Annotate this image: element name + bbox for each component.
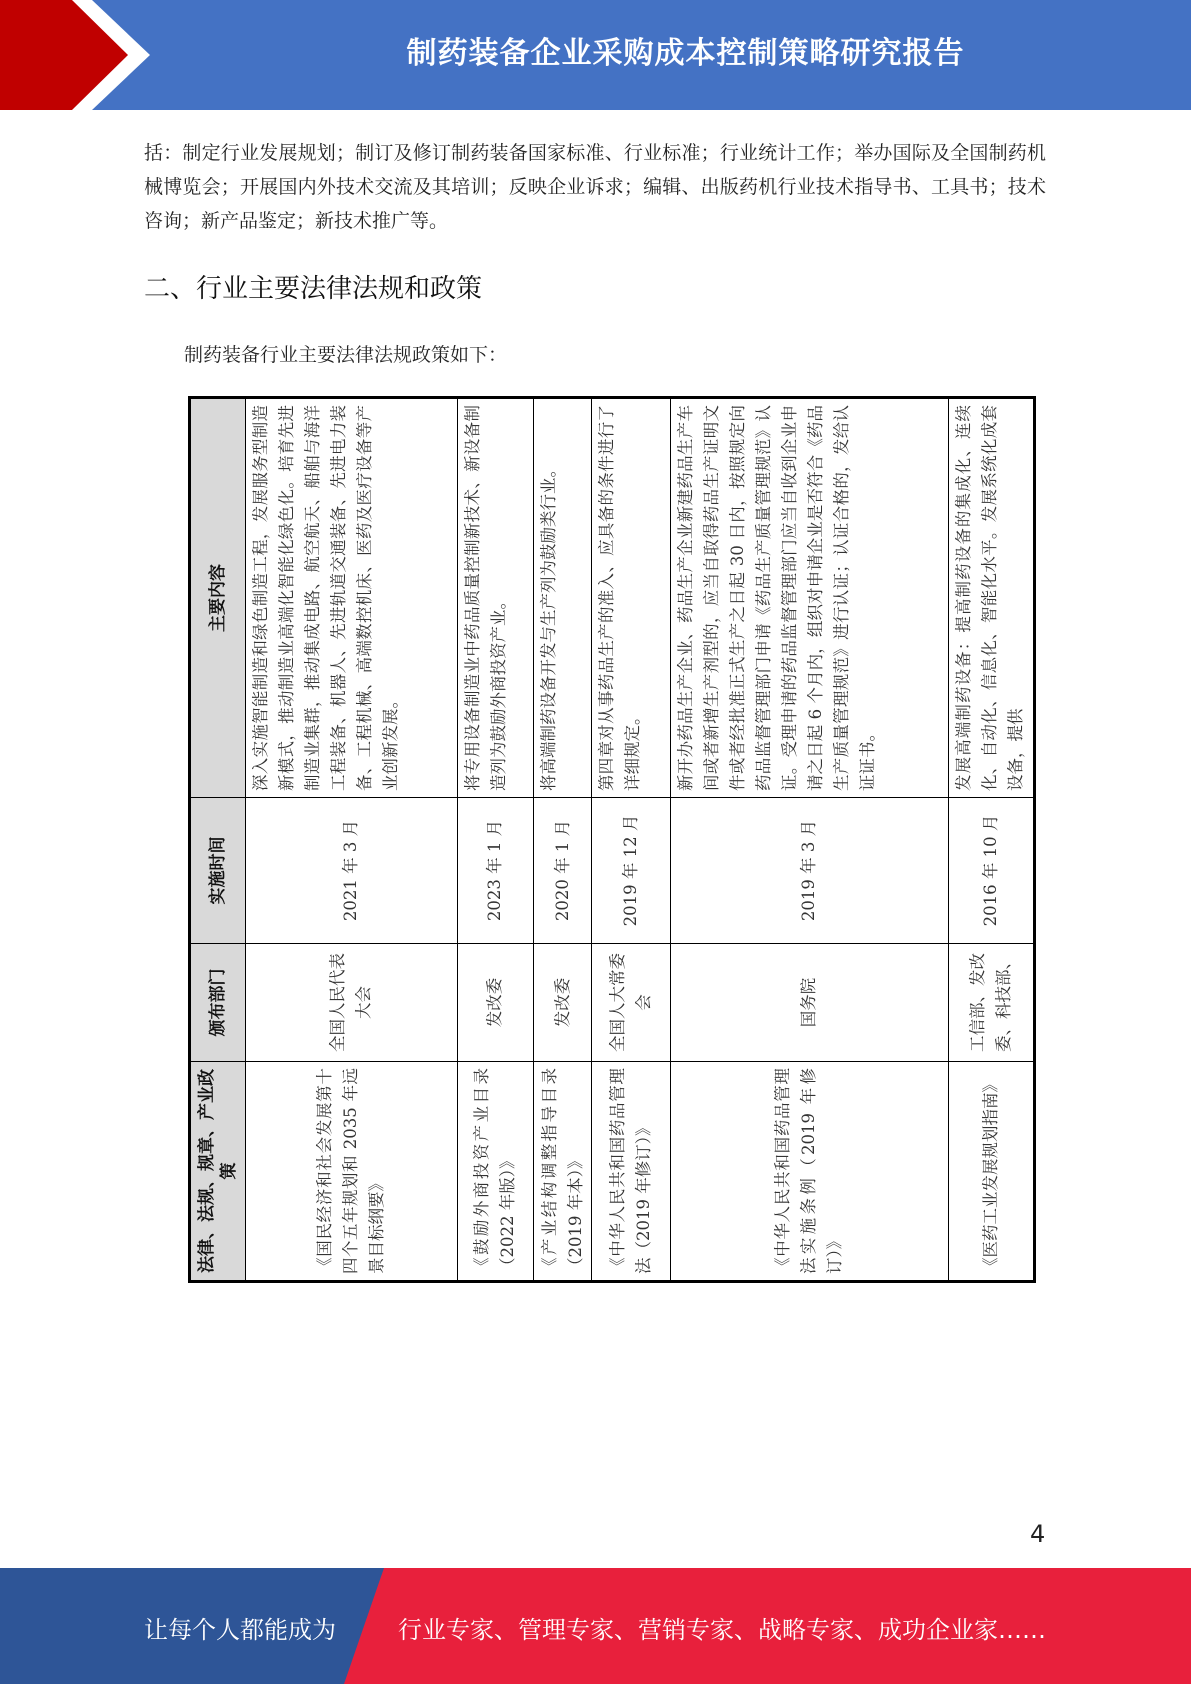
header-dept: 颁布部门 bbox=[190, 944, 246, 1062]
cell-date: 2019 年 12 月 bbox=[592, 798, 670, 944]
table-row bbox=[592, 398, 670, 1282]
cell-date: 2016 年 10 月 bbox=[948, 798, 1034, 944]
policy-table bbox=[188, 396, 1036, 1283]
table-row bbox=[670, 398, 948, 1282]
cell-law: 《产业结构调整指导目录（2019 年本）》 bbox=[533, 1062, 592, 1282]
cell-content: 深入实施智能制造和绿色制造工程，发展服务型制造新模式，推动制造业高端化智能化绿色化。培育先进制造业集群，推动集成电路、航空航天、船舶与海洋工程装备、机器人、先进轨道交通装备、先进电力装备、工程机械、高端数控机床、医药及医疗设备等产业创新发展。 bbox=[245, 398, 457, 798]
cell-date: 2023 年 1 月 bbox=[457, 798, 533, 944]
table-row bbox=[457, 398, 533, 1282]
cell-dept: 发改委 bbox=[533, 944, 592, 1062]
policy-table-frame bbox=[188, 399, 1036, 1283]
table-header-row bbox=[190, 398, 246, 1282]
paragraph-text: 括：制定行业发展规划；制订及修订制药装备国家标准、行业标准；行业统计工作；举办国际及全国制药机械博览会；开展国内外技术交流及其培训；反映企业诉求；编辑、出版药机行业技术指导书、工具书；技术咨询；新产品鉴定；新技术推广等。 bbox=[144, 142, 1046, 232]
cell-law: 《中华人民共和国药品管理法实施条例（2019 年修订）》 bbox=[670, 1062, 948, 1282]
report-title: 制药装备企业采购成本控制策略研究报告 bbox=[406, 36, 965, 71]
cell-law: 《中华人民共和国药品管理法（2019 年修订）》 bbox=[592, 1062, 670, 1282]
table-row bbox=[533, 398, 592, 1282]
cell-content: 将高端制药设备开发与生产列为鼓励类行业。 bbox=[533, 398, 592, 798]
section-heading: 二、行业主要法律法规和政策 bbox=[144, 274, 483, 304]
cell-date: 2020 年 1 月 bbox=[533, 798, 592, 944]
page-footer bbox=[0, 1568, 1191, 1684]
cell-content: 新开办药品生产企业、药品生产企业新建药品生产车间或者新增生产剂型的，应当自取得药品生产证明文件或者经批准正式生产之日起 30 日内，按照规定向药品监督管理部门申请《药品生产质量管理规范》认证。受理申请的药品监督管理部门应当自收到企业申请之日起 6 个月内，组织对申请企业是否符合《药品生产质量管理规范》进行认证；认证合格的，发给认证证书。 bbox=[670, 398, 948, 798]
cell-dept: 全国人大常委会 bbox=[592, 944, 670, 1062]
table-row bbox=[245, 398, 457, 1282]
cell-content: 发展高端制药设备：提高制药设备的集成化、连续化、自动化、信息化、智能化水平。发展系统化成套设备，提供 bbox=[948, 398, 1034, 798]
cell-dept: 国务院 bbox=[670, 944, 948, 1062]
footer-slogan-left: 让每个人都能成为 bbox=[144, 1616, 336, 1644]
cell-dept: 全国人民代表大会 bbox=[245, 944, 457, 1062]
page-number: 4 bbox=[1030, 1520, 1046, 1548]
table-row bbox=[948, 398, 1034, 1282]
body-paragraph bbox=[144, 136, 1046, 238]
cell-law: 《鼓励外商投资产业目录（2022 年版）》 bbox=[457, 1062, 533, 1282]
cell-content: 将专用设备制造业中药品质量控制新技术、新设备制造列为鼓励外商投资产业。 bbox=[457, 398, 533, 798]
page-header bbox=[0, 0, 1191, 110]
header-date: 实施时间 bbox=[190, 798, 246, 944]
cell-dept: 工信部、发改委、科技部、 bbox=[948, 944, 1034, 1062]
cell-law: 《医药工业发展规划指南》 bbox=[948, 1062, 1034, 1282]
cell-date: 2019 年 3 月 bbox=[670, 798, 948, 944]
header-content: 主要内容 bbox=[190, 398, 246, 798]
cell-date: 2021 年 3 月 bbox=[245, 798, 457, 944]
cell-content: 第四章对从事药品生产的准入、应具备的条件进行了详细规定。 bbox=[592, 398, 670, 798]
table-intro: 制药装备行业主要法律法规政策如下： bbox=[184, 344, 508, 366]
cell-law: 《国民经济和社会发展第十四个五年规划和 2035 年远景目标纲要》 bbox=[245, 1062, 457, 1282]
header-law: 法律、法规、规章、产业政策 bbox=[190, 1062, 246, 1282]
cell-dept: 发改委 bbox=[457, 944, 533, 1062]
footer-slogan-right: 行业专家、管理专家、营销专家、战略专家、成功企业家…… bbox=[398, 1616, 1046, 1644]
